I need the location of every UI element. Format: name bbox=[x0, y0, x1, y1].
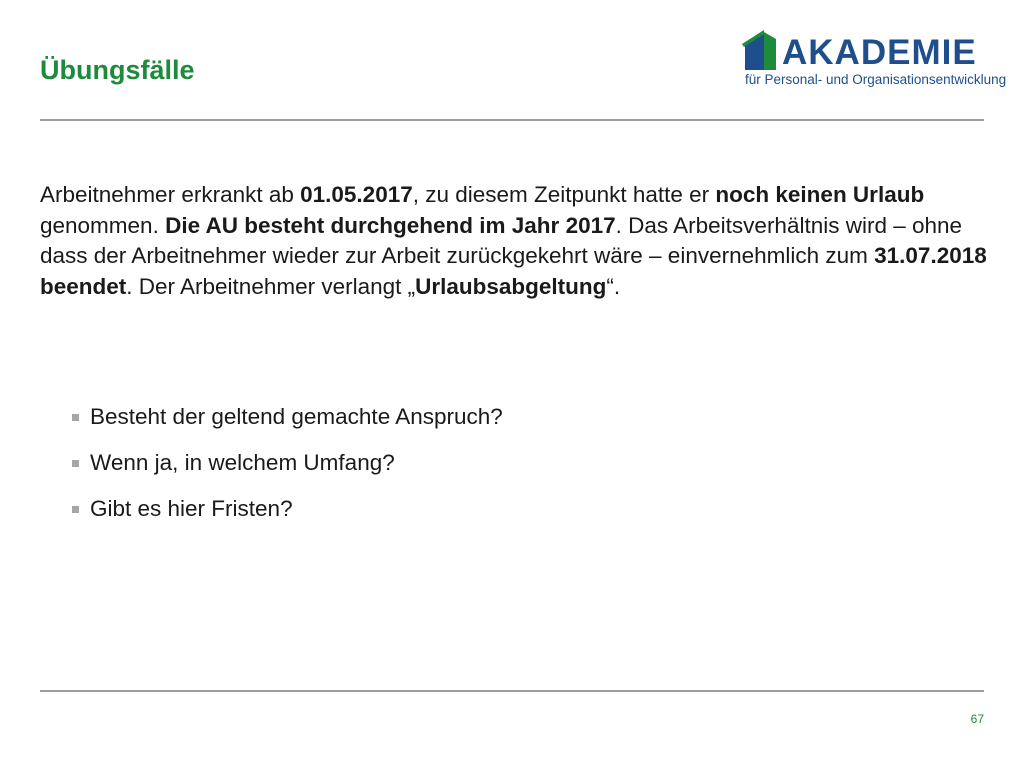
question-text: Wenn ja, in welchem Umfang? bbox=[90, 450, 395, 475]
case-text-2: , zu diesem Zeitpunkt hatte er bbox=[412, 182, 716, 207]
case-text-6: “. bbox=[606, 273, 621, 299]
case-claim: Urlaubsabgeltung bbox=[415, 273, 607, 299]
case-text-1: Arbeitnehmer erkrankt ab bbox=[40, 182, 301, 207]
case-text-3: genommen. bbox=[40, 212, 166, 238]
question-text: Besteht der geltend gemachte Anspruch? bbox=[90, 404, 503, 429]
case-no-leave: noch keinen Urlaub bbox=[715, 182, 925, 207]
case-end-date: 31.07.2018 beendet bbox=[40, 243, 987, 299]
case-text-4: . Das Arbeitsverhältnis wird – ohne dass der Arbeitnehmer wieder zur Arbeit zurückgekehrt wäre – einvernehmlich zum bbox=[40, 212, 963, 268]
case-description bbox=[40, 180, 990, 302]
house-logo-icon bbox=[742, 30, 778, 72]
logo-subtitle: für Personal- und Organisationsentwicklung bbox=[745, 72, 1007, 87]
slide-title: Übungsfälle bbox=[40, 55, 195, 85]
case-text-5: . Der Arbeitnehmer verlangt „ bbox=[126, 273, 416, 299]
question-item bbox=[72, 486, 503, 532]
question-text: Gibt es hier Fristen? bbox=[90, 496, 293, 521]
square-bullet-icon bbox=[72, 414, 79, 421]
question-list bbox=[72, 394, 503, 532]
case-au-continuous: Die AU besteht durchgehend im Jahr 2017 bbox=[165, 212, 616, 238]
question-item bbox=[72, 394, 503, 440]
bottom-divider bbox=[40, 690, 984, 692]
case-date-start: 01.05.2017 bbox=[300, 182, 413, 207]
square-bullet-icon bbox=[72, 460, 79, 467]
akademie-logo bbox=[742, 30, 1007, 90]
top-divider bbox=[40, 119, 984, 121]
square-bullet-icon bbox=[72, 506, 79, 513]
question-item bbox=[72, 440, 503, 486]
logo-wordmark: AKADEMIE bbox=[782, 33, 977, 72]
page-number: 67 bbox=[970, 712, 984, 726]
